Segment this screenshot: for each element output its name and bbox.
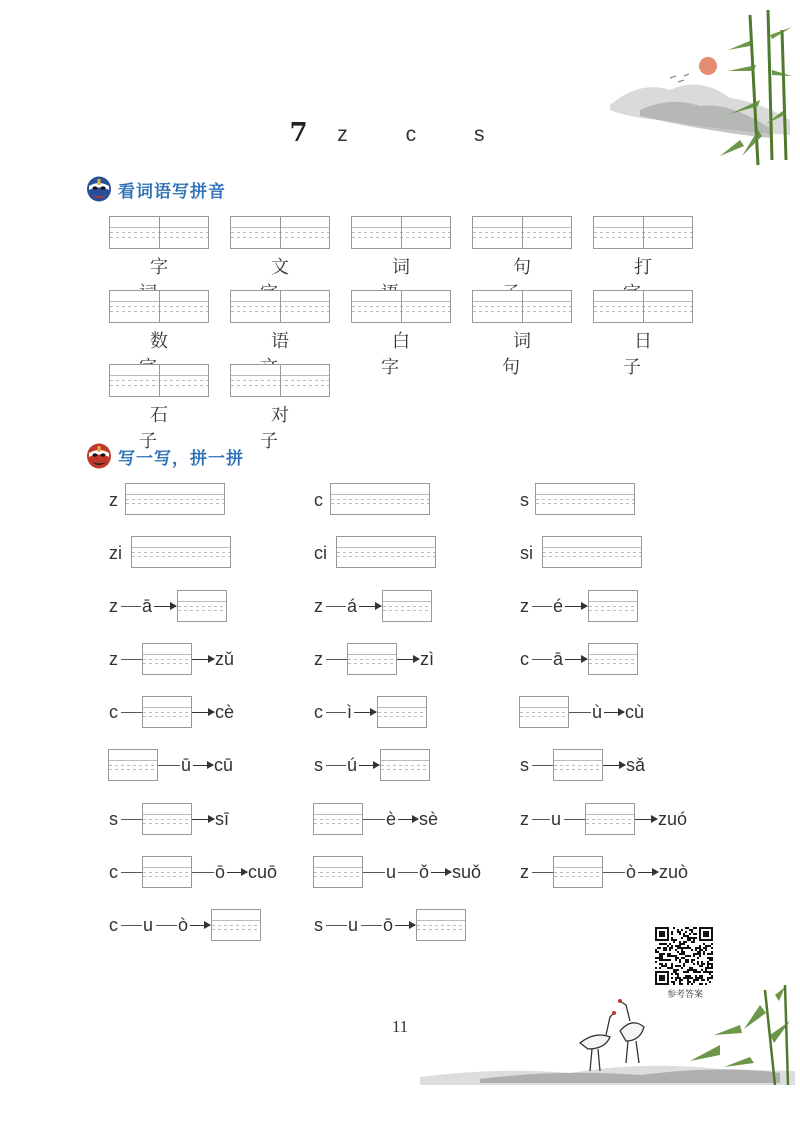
word-label: 词: [392, 257, 432, 278]
writing-box[interactable]: [535, 483, 635, 515]
pinyin-result: suǒ: [452, 862, 482, 882]
answer-box[interactable]: [588, 590, 638, 622]
connector-line: [121, 925, 142, 926]
pinyin-result: cè: [215, 702, 235, 722]
answer-box[interactable]: [588, 643, 638, 675]
answer-box[interactable]: [377, 696, 427, 728]
pinyin-part: ò: [626, 862, 637, 882]
arrow: [190, 925, 210, 926]
answer-box[interactable]: [108, 749, 158, 781]
answer-box[interactable]: [347, 643, 397, 675]
pinyin-part: s: [520, 755, 529, 775]
connector-line: [363, 819, 385, 820]
sun-icon: [699, 57, 717, 75]
arrow: [638, 872, 658, 873]
pinyin-part: c: [109, 702, 118, 722]
word-label: 文: [271, 257, 311, 278]
pinyin-part: z: [520, 809, 529, 829]
pinyin-part: z: [314, 596, 323, 616]
section-title: 写一写，拼一拼: [118, 448, 244, 469]
arrow: [604, 712, 624, 713]
pinyin-part: ù: [592, 702, 603, 722]
word-label: 日子: [623, 331, 674, 378]
arrow: [603, 765, 625, 766]
pinyin-result: sè: [419, 809, 439, 829]
section-title: 看词语写拼音: [118, 181, 226, 202]
arrow: [431, 872, 451, 873]
qr-code-icon[interactable]: [655, 927, 713, 985]
section-header-1: [86, 176, 226, 202]
pinyin-box[interactable]: [472, 216, 572, 249]
word-label: 打: [634, 257, 674, 278]
connector-line: [326, 925, 347, 926]
connector-line: [532, 872, 553, 873]
crane-left: [580, 1013, 614, 1071]
connector-line: [192, 872, 214, 873]
writing-box[interactable]: [131, 536, 231, 568]
pinyin-part: è: [386, 809, 397, 829]
pinyin-part: ā: [142, 596, 153, 616]
section-header-2: [86, 443, 244, 469]
pinyin-box[interactable]: [593, 216, 693, 249]
pinyin-part: u: [348, 915, 359, 935]
pinyin-box[interactable]: [230, 364, 330, 397]
connector-line: [361, 925, 382, 926]
pinyin-box[interactable]: [593, 290, 693, 323]
answer-box[interactable]: [142, 856, 192, 888]
pinyin-part: s: [314, 915, 323, 935]
answer-box[interactable]: [142, 643, 192, 675]
pinyin-result: cù: [625, 702, 645, 722]
arrow: [227, 872, 247, 873]
pinyin-part: s: [314, 755, 323, 775]
lesson-number: 7: [289, 118, 308, 148]
answer-box[interactable]: [177, 590, 227, 622]
connector-line: [532, 659, 552, 660]
pinyin-part: u: [386, 862, 397, 882]
pinyin-box[interactable]: [351, 216, 451, 249]
answer-box[interactable]: [313, 803, 363, 835]
syllable-label: si: [520, 543, 533, 563]
pinyin-part: c: [109, 862, 118, 882]
pinyin-result: zì: [420, 649, 435, 669]
connector-line: [121, 712, 142, 713]
connector-line: [569, 712, 591, 713]
lesson-letters: z c s: [337, 123, 511, 146]
arrow: [192, 819, 214, 820]
crane-right: [620, 1001, 644, 1063]
pinyin-part: á: [347, 596, 358, 616]
pinyin-part: z: [520, 862, 529, 882]
connector-line: [398, 872, 418, 873]
pinyin-part: é: [553, 596, 564, 616]
pinyin-box[interactable]: [109, 290, 209, 323]
word-label: 词句: [502, 331, 553, 378]
pinyin-box[interactable]: [472, 290, 572, 323]
connector-line: [121, 606, 141, 607]
connector-line: [158, 765, 180, 766]
initial-label: c: [314, 490, 323, 510]
connector-line: [326, 765, 346, 766]
arrow: [154, 606, 176, 607]
answer-box[interactable]: [380, 749, 430, 781]
writing-box[interactable]: [125, 483, 225, 515]
pinyin-part: ǒ: [419, 862, 430, 882]
pinyin-part: ú: [347, 755, 358, 775]
answer-box[interactable]: [519, 696, 569, 728]
qr-label: 参考答案: [666, 990, 703, 1000]
arrow: [359, 765, 379, 766]
page-number: 11: [391, 1017, 409, 1036]
answer-box[interactable]: [553, 749, 603, 781]
connector-line: [156, 925, 177, 926]
arrow: [359, 606, 381, 607]
pinyin-part: ū: [181, 755, 192, 775]
connector-line: [121, 659, 142, 660]
pinyin-part: z: [314, 649, 323, 669]
arrow: [354, 712, 376, 713]
connector-line: [121, 872, 142, 873]
answer-box[interactable]: [553, 856, 603, 888]
pinyin-part: u: [143, 915, 154, 935]
pinyin-part: ì: [347, 702, 353, 722]
answer-box[interactable]: [382, 590, 432, 622]
answer-box[interactable]: [313, 856, 363, 888]
pinyin-part: ō: [383, 915, 394, 935]
pinyin-part: s: [109, 809, 118, 829]
word-label: 语: [271, 331, 311, 352]
writing-box[interactable]: [330, 483, 430, 515]
connector-line: [532, 819, 550, 820]
pinyin-box[interactable]: [230, 216, 330, 249]
answer-box[interactable]: [211, 909, 261, 941]
word-label: 字: [150, 257, 190, 278]
pinyin-part: ō: [215, 862, 226, 882]
word-label: 对子: [260, 405, 311, 452]
arrow: [395, 925, 415, 926]
opera-mask-icon: [86, 176, 112, 202]
answer-box[interactable]: [416, 909, 466, 941]
arrow: [565, 606, 587, 607]
connector-line: [121, 819, 142, 820]
connector-line: [603, 872, 625, 873]
pinyin-box[interactable]: [109, 216, 209, 249]
pinyin-result: sī: [215, 809, 230, 829]
pinyin-part: z: [109, 649, 118, 669]
arrow: [192, 712, 214, 713]
pinyin-result: sǎ: [626, 755, 646, 775]
connector-line: [532, 606, 552, 607]
pinyin-part: ā: [553, 649, 564, 669]
pinyin-part: ò: [178, 915, 189, 935]
pinyin-box[interactable]: [109, 364, 209, 397]
opera-mask-icon: [86, 443, 112, 469]
arrow: [398, 819, 418, 820]
writing-box[interactable]: [336, 536, 436, 568]
arrow: [397, 659, 419, 660]
pinyin-part: c: [109, 915, 118, 935]
pinyin-result: zuó: [658, 809, 688, 829]
answer-box[interactable]: [585, 803, 635, 835]
pinyin-result: zuò: [659, 862, 689, 882]
writing-box[interactable]: [542, 536, 642, 568]
arrow: [193, 765, 213, 766]
pinyin-result: zǔ: [215, 649, 235, 669]
answer-box[interactable]: [142, 803, 192, 835]
cranes-landscape-illustration: [420, 985, 795, 1085]
word-label: 石子: [139, 405, 190, 452]
arrow: [192, 659, 214, 660]
arrow: [565, 659, 587, 660]
word-label: 句: [513, 257, 553, 278]
connector-line: [532, 765, 553, 766]
connector-line: [326, 712, 346, 713]
word-label: 白字: [381, 331, 432, 378]
pinyin-part: u: [551, 809, 562, 829]
pinyin-part: z: [109, 596, 118, 616]
syllable-label: zi: [109, 543, 122, 563]
connector-line: [326, 659, 347, 660]
connector-line: [564, 819, 585, 820]
lesson-title: [0, 118, 800, 148]
pinyin-part: c: [314, 702, 323, 722]
pinyin-box[interactable]: [230, 290, 330, 323]
pinyin-part: c: [520, 649, 529, 669]
pinyin-result: cū: [214, 755, 234, 775]
connector-line: [363, 872, 385, 873]
connector-line: [326, 606, 346, 607]
pinyin-part: z: [520, 596, 529, 616]
pinyin-result: cuō: [248, 862, 278, 882]
pinyin-box[interactable]: [351, 290, 451, 323]
initial-label: z: [109, 490, 118, 510]
answer-box[interactable]: [142, 696, 192, 728]
word-label: 数: [150, 331, 190, 352]
arrow: [635, 819, 657, 820]
initial-label: s: [520, 490, 529, 510]
syllable-label: ci: [314, 543, 327, 563]
